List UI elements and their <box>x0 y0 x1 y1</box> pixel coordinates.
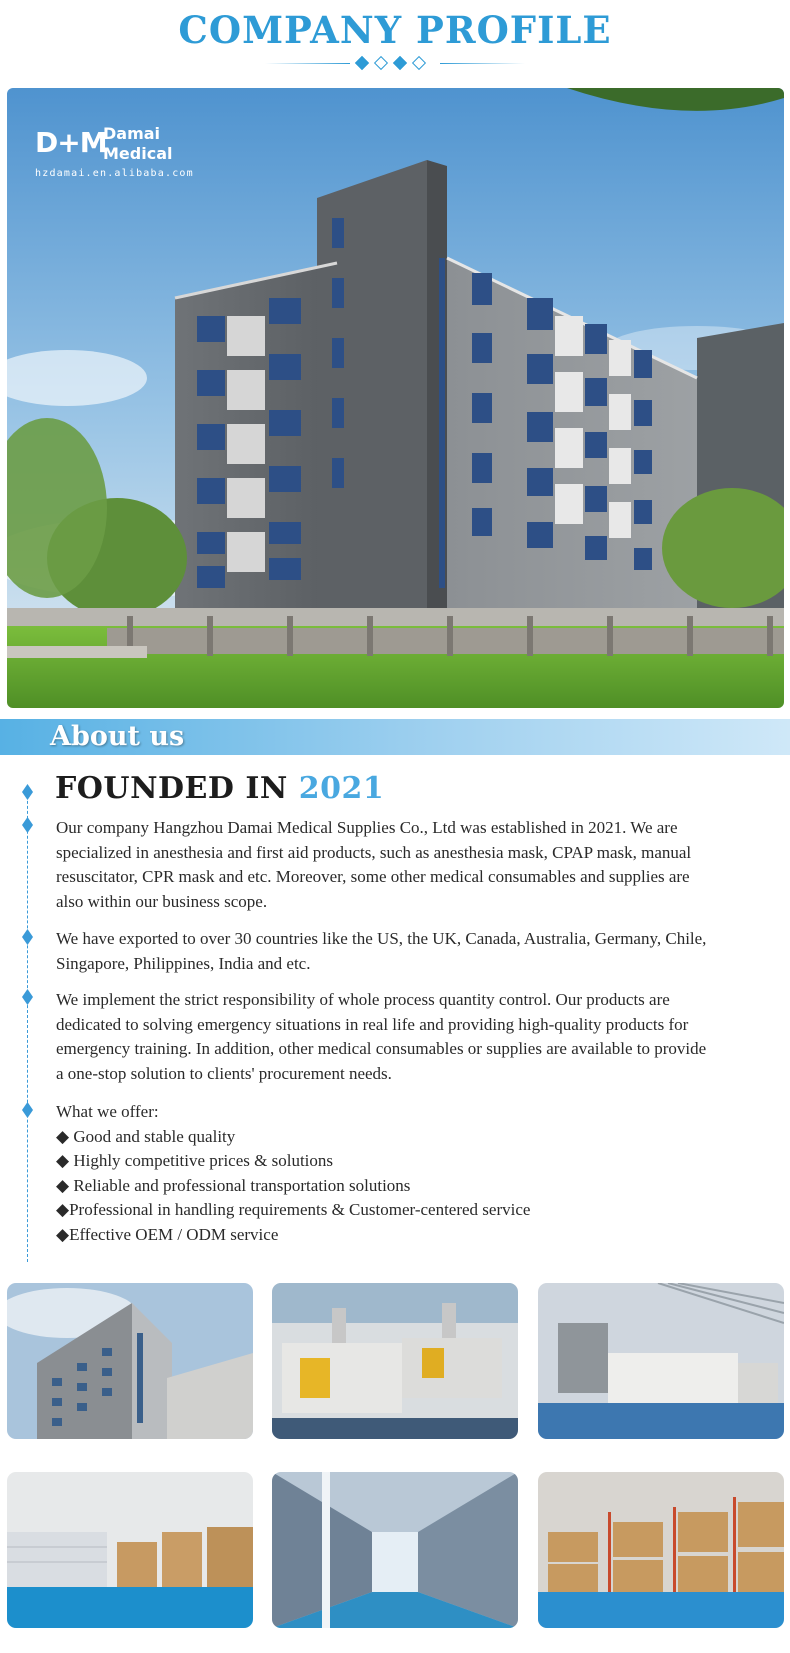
storage-racks-photo <box>538 1472 784 1628</box>
intro-paragraph: Our company Hangzhou Damai Medical Supplies Co., Ltd was established in 2021. We are specialized in anesthesia and first aid products, such as anesthesia mask, CPAP mask, manual resuscitator, CPR mask and etc. Moreover, some other medical consumables and supplies are also within our business scope. <box>56 818 692 911</box>
offer-title: What we offer: <box>56 1102 159 1121</box>
logo-mark: D+M <box>35 126 107 159</box>
page-header <box>0 0 790 80</box>
offer-item: ◆ Highly competitive prices & solutions <box>56 1151 334 1170</box>
timeline-diamond-icon <box>22 929 33 945</box>
offer-item: ◆Effective OEM / ODM service <box>56 1224 279 1244</box>
founded-year: 2021 <box>298 771 385 806</box>
timeline-diamond-icon <box>22 817 33 833</box>
logo-url: hzdamai.en.alibaba.com <box>35 168 194 179</box>
offer-list <box>56 1100 716 1247</box>
title-divider <box>265 54 525 74</box>
about-heading: About us <box>50 721 185 752</box>
export-paragraph: We have exported to over 30 countries like the US, the UK, Canada, Australia, Germany, Chile, Singapore, Philippines, India and etc. <box>56 929 707 973</box>
founded-heading: FOUNDED IN 2021 <box>55 771 385 806</box>
logo-name: Damai Medical <box>103 124 173 163</box>
offer-item: ◆Professional in handling requirements & Customer-centered service <box>56 1200 531 1219</box>
offer-item: ◆ Reliable and professional transportation solutions <box>56 1175 411 1195</box>
building-exterior-photo <box>7 1283 253 1439</box>
timeline-line <box>27 786 28 1262</box>
clean-room-corridor-photo <box>272 1472 518 1628</box>
injection-machines-photo <box>272 1283 518 1439</box>
about-section-band <box>0 719 790 755</box>
company-logo <box>35 124 195 186</box>
production-line-photo <box>538 1283 784 1439</box>
page-title: COMPANY PROFILE <box>178 8 612 52</box>
timeline-diamond-icon <box>22 989 33 1005</box>
timeline-diamond-icon <box>22 1102 33 1118</box>
timeline-diamond-icon <box>22 784 33 800</box>
warehouse-stock-photo <box>7 1472 253 1628</box>
quality-paragraph: We implement the strict responsibility of whole process quantity control. Our products are dedicated to solving emergency situations in real life and providing high-quality products for emergency training. In addition, other medical consumables or supplies are available to provide a one-stop solution to clients' procurement needs. <box>56 990 707 1083</box>
building-hero-image <box>7 88 784 708</box>
offer-item: ◆ Good and stable quality <box>56 1126 236 1146</box>
